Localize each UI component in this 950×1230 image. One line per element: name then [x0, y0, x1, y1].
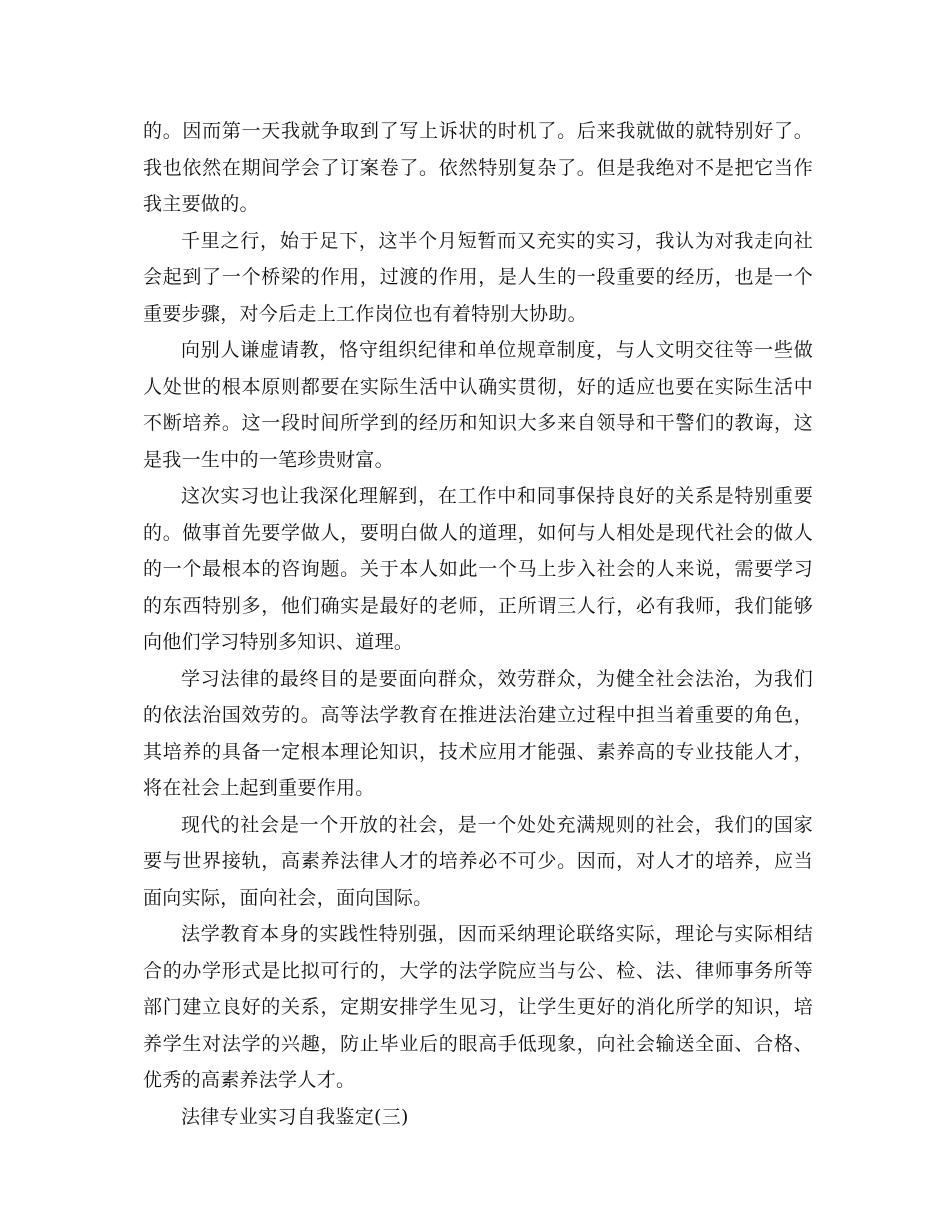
- paragraph: 向别人谦虚请教，恪守组织纪律和单位规章制度，与人文明交往等一些做人处世的根本原则都要在实际生活中认确实贯彻，好的适应也要在实际生活中不断培养。这一段时间所学到的经历和知识大多来自领导和干警们的教诲，这是我一生中的一笔珍贵财富。: [143, 339, 813, 471]
- paragraph: 法学教育本身的实践性特别强，因而采纳理论联络实际，理论与实际相结合的办学形式是比拟可行的，大学的法学院应当与公、检、法、律师事务所等部门建立良好的关系，定期安排学生见习，让学生更好的消化所学的知识，培养学生对法学的兴趣，防止毕业后的眼高手低现象，向社会输送全面、合格、优秀的高素养法学人才。: [143, 923, 813, 1091]
- paragraph: 千里之行，始于足下，这半个月短暂而又充实的实习，我认为对我走向社会起到了一个桥梁的作用，过渡的作用，是人生的一段重要的经历，也是一个重要步骤，对今后走上工作岗位也有着特别大协助。: [143, 229, 813, 325]
- document-body: [143, 113, 813, 1135]
- paragraph: 学习法律的最终目的是要面向群众，效劳群众，为健全社会法治，为我们的依法治国效劳的。高等法学教育在推进法治建立过程中担当着重要的角色，其培养的具备一定根本理论知识，技术应用才能强、素养高的专业技能人才，将在社会上起到重要作用。: [143, 667, 813, 799]
- section-heading: 法律专业实习自我鉴定(三): [181, 1105, 409, 1128]
- paragraph: 这次实习也让我深化理解到，在工作中和同事保持良好的关系是特别重要的。做事首先要学做人，要明白做人的道理，如何与人相处是现代社会的做人的一个最根本的咨询题。关于本人如此一个马上步入社会的人来说，需要学习的东西特别多，他们确实是最好的老师，正所谓三人行，必有我师，我们能够向他们学习特别多知识、道理。: [143, 485, 813, 653]
- paragraph: 现代的社会是一个开放的社会，是一个处处充满规则的社会，我们的国家要与世界接轨，高素养法律人才的培养必不可少。因而，对人才的培养，应当面向实际，面向社会，面向国际。: [143, 813, 813, 909]
- paragraph-continuation: 的。因而第一天我就争取到了写上诉状的时机了。后来我就做的就特别好了。我也依然在期间学会了订案卷了。依然特别复杂了。但是我绝对不是把它当作我主要做的。: [143, 120, 813, 215]
